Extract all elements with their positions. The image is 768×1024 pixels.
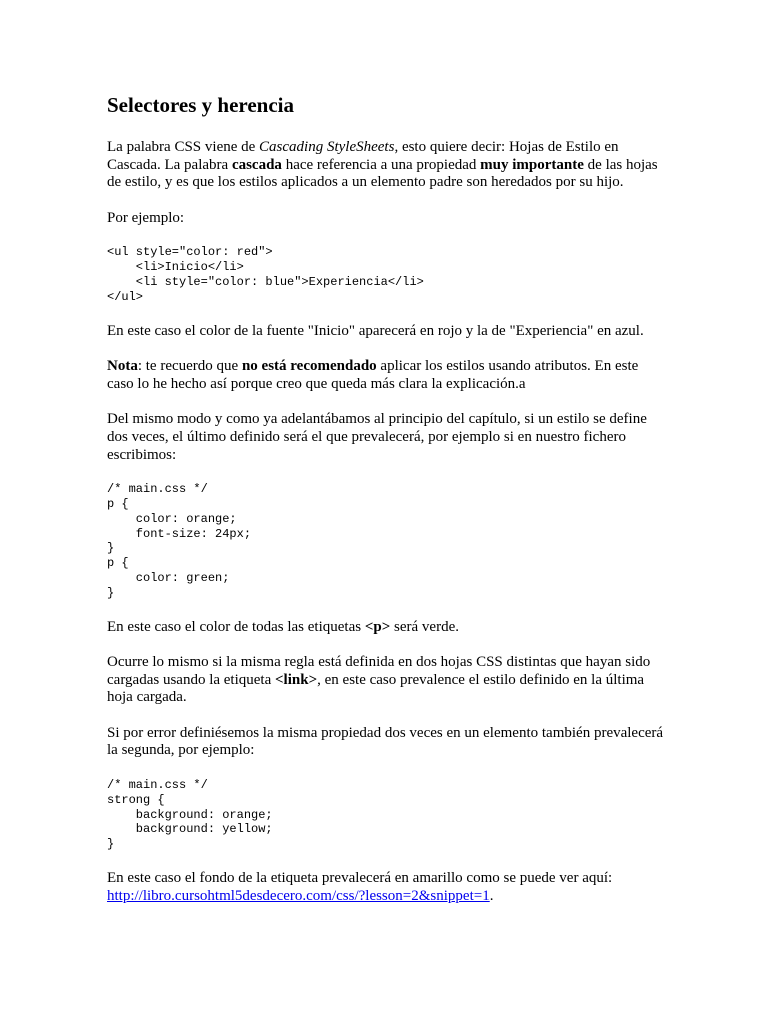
- text: de las hojas de estilo, y es que los estilos aplicados a un elemento padre son heredados por su hijo.: [107, 156, 658, 191]
- paragraph-conclusion: [107, 870, 667, 905]
- bold-term: muy importante: [480, 156, 584, 173]
- text: En este caso el color de todas las etiquetas: [107, 618, 365, 635]
- bold-tag: <p>: [364, 618, 391, 635]
- code-block-css-2: /* main.css */ strong { background: orange; background: yellow; }: [107, 778, 273, 852]
- bold-term: cascada: [231, 156, 282, 173]
- code-block-css-1: /* main.css */ p { color: orange; font-size: 24px; } p { color: green; }: [107, 482, 252, 600]
- paragraph-duplicate-property: Si por error definiésemos la misma propiedad dos veces en un elemento también prevalecerá la segunda, por ejemplo:: [107, 724, 664, 759]
- text: La palabra CSS viene de: [107, 139, 260, 155]
- bold-tag: <link>: [275, 671, 318, 688]
- text: Ocurre lo mismo si la misma regla está definida en dos hojas CSS distintas que hayan sido cargadas usando la etiqueta: [107, 654, 651, 688]
- example-link[interactable]: http://libro.cursohtml5desdecero.com/css/?lesson=2&snippet=1: [107, 887, 490, 904]
- document-body: [107, 90, 667, 923]
- italic-term: Cascading StyleSheets: [259, 139, 395, 155]
- page-title: Selectores y herencia: [107, 93, 295, 117]
- paragraph-override: Del mismo modo y como ya adelantábamos al principio del capítulo, si un estilo se define dos veces, el último definido será el que prevalecerá, por ejemplo si en nuestro fichero escribimos:: [107, 411, 647, 463]
- text: En este caso el fondo de la etiqueta prevalecerá en amarillo como se puede ver aquí:: [107, 870, 613, 887]
- text: será verde.: [390, 618, 459, 635]
- text: , esto quiere decir: Hojas de Estilo en Cascada. La palabra: [107, 139, 619, 173]
- paragraph-note: [107, 358, 667, 393]
- code-block-html: <ul style="color: red"> <li>Inicio</li> <li style="color: blue">Experiencia</li> </ul>: [107, 245, 424, 304]
- text: .: [489, 887, 494, 904]
- paragraph-explanation: En este caso el color de la fuente "Inicio" aparecerá en rojo y la de "Experiencia" en azul.: [107, 322, 644, 339]
- text: : te recuerdo que: [137, 358, 242, 375]
- text: aplicar los estilos usando atributos. En este caso lo he hecho así porque creo que queda más clara la explicación.a: [107, 358, 639, 392]
- note-label: Nota: [107, 358, 138, 375]
- paragraph-example-intro: Por ejemplo:: [107, 209, 185, 226]
- bold-term: no está recomendado: [241, 358, 377, 375]
- text: , en este caso prevalence el estilo definido en la última hoja cargada.: [107, 671, 645, 706]
- paragraph-intro: [107, 139, 667, 192]
- paragraph-link-tag: [107, 654, 667, 707]
- text: hace referencia a una propiedad: [281, 156, 481, 173]
- paragraph-result: [107, 619, 667, 637]
